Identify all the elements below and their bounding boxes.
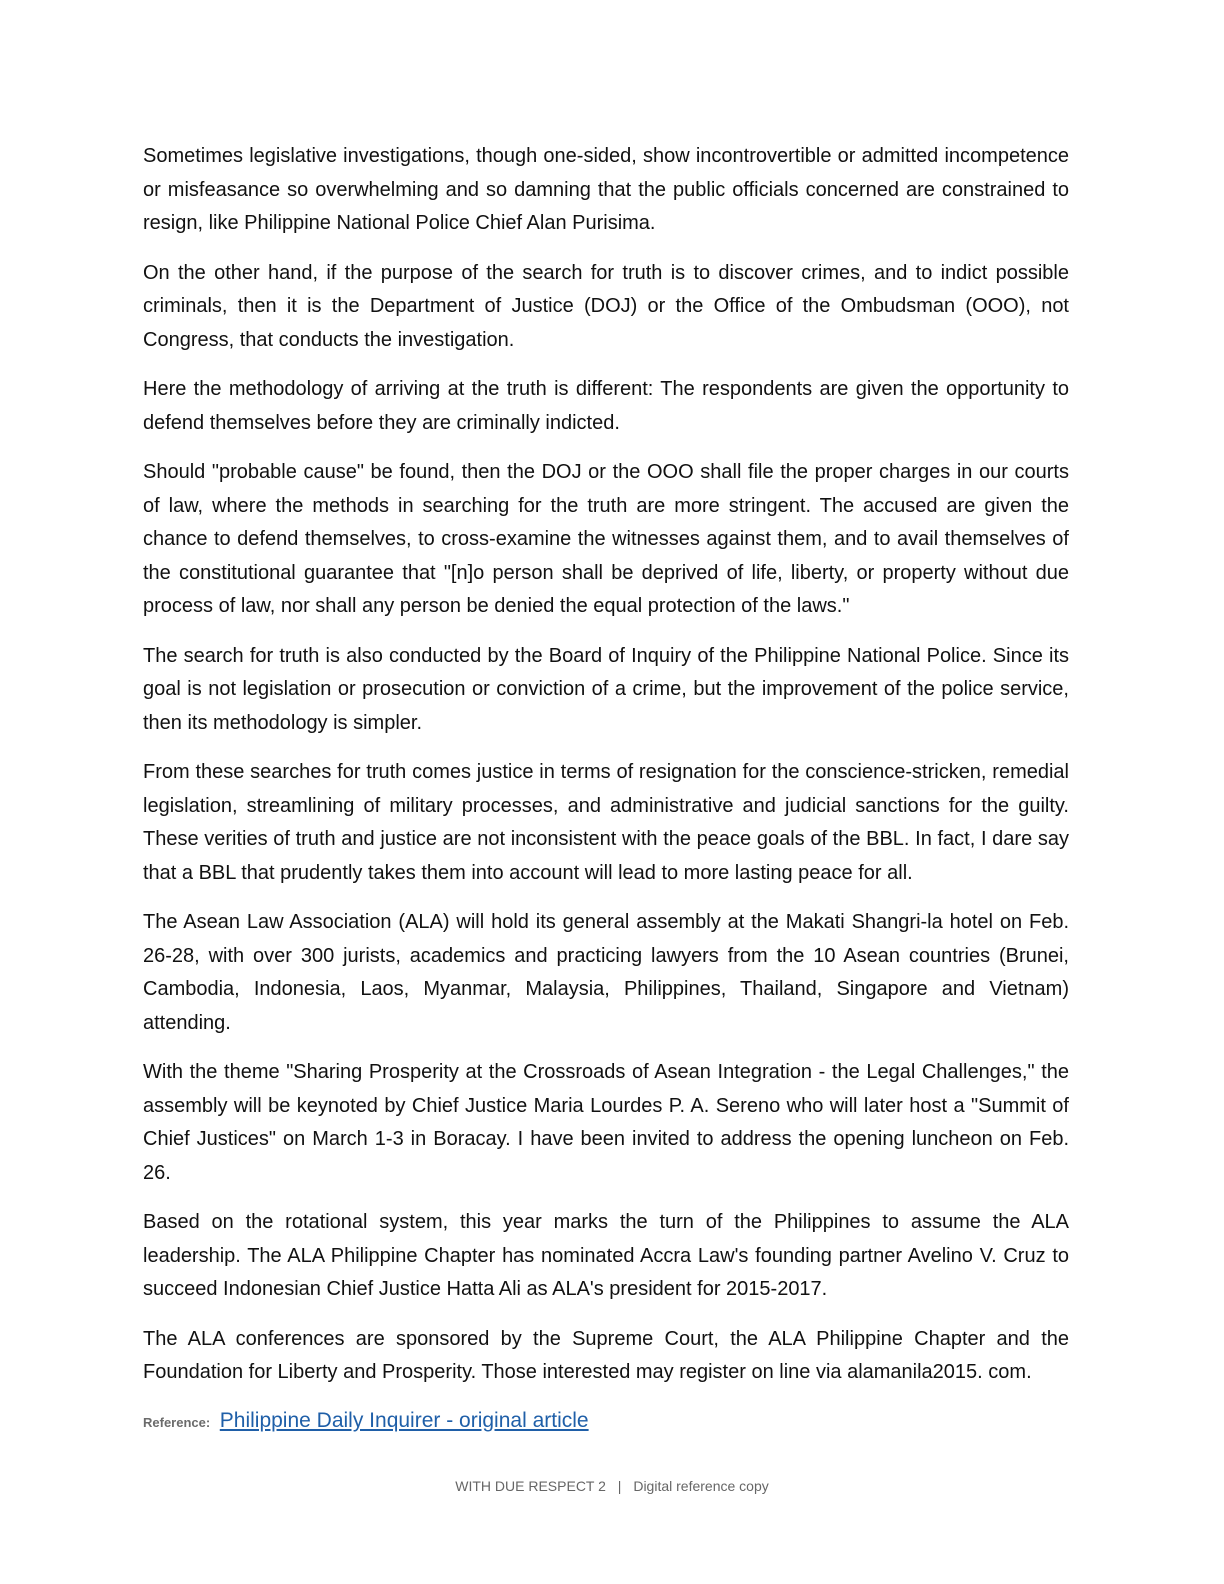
- paragraph-6: From these searches for truth comes justice in terms of resignation for the conscience-stricken, remedial legislation, streamlining of military processes, and administrative and judicial sanctions for the guilty. These verities of truth and justice are not inconsistent with the peace goals of the BBL. In fact, I dare say that a BBL that prudently takes them into account will lead to more lasting peace for all.: [143, 761, 1069, 884]
- paragraph-1: Sometimes legislative investigations, though one-sided, show incontrovertible or admitted incompetence or misfeasance so overwhelming and so damning that the public officials concerned are constrained to resign, like Philippine National Police Chief Alan Purisima.: [143, 145, 1069, 234]
- document-body: [143, 140, 1069, 1438]
- paragraph-4: Should "probable cause" be found, then the DOJ or the OOO shall file the proper charges in our courts of law, where the methods in searching for the truth are more stringent. The accused are given the chance to defend themselves, to cross-examine the witnesses against them, and to avail themselves of the constitutional guarantee that "[n]o person shall be deprived of life, liberty, or property without due process of law, nor shall any person be denied the equal protection of the laws.": [143, 461, 1069, 617]
- reference-link[interactable]: Philippine Daily Inquirer - original article: [219, 1408, 589, 1432]
- paragraph-7: The Asean Law Association (ALA) will hold its general assembly at the Makati Shangri-la hotel on Feb. 26-28, with over 300 jurists, academics and practicing lawyers from the 10 Asean countries (Brunei, Cambodia, Indonesia, Laos, Myanmar, Malaysia, Philippines, Thailand, Singapore and Vietnam) attending.: [143, 911, 1069, 1034]
- paragraph-10: The ALA conferences are sponsored by the Supreme Court, the ALA Philippine Chapter and the Foundation for Liberty and Prosperity. Those interested may register on line via alamanila2015. com.: [143, 1327, 1069, 1383]
- reference-label: Reference:: [143, 1414, 211, 1430]
- reference-line: [143, 1406, 1069, 1438]
- footer-title: WITH DUE RESPECT 2: [455, 1478, 606, 1494]
- paragraph-2: On the other hand, if the purpose of the search for truth is to discover crimes, and to indict possible criminals, then it is the Department of Justice (DOJ) or the Office of the Ombudsman (OOO), not Congress, that conducts the investigation.: [143, 261, 1069, 351]
- page-footer: [0, 1478, 1224, 1494]
- paragraph-5: The search for truth is also conducted by the Board of Inquiry of the Philippine National Police. Since its goal is not legislation or prosecution or conviction of a crime, but the improvement of the police service, then its methodology is simpler.: [143, 644, 1069, 734]
- footer-separator: |: [617, 1478, 622, 1494]
- footer-note: Digital reference copy: [633, 1478, 769, 1494]
- paragraph-9: Based on the rotational system, this year marks the turn of the Philippines to assume the ALA leadership. The ALA Philippine Chapter has nominated Accra Law's founding partner Avelino V. Cruz to succeed Indonesian Chief Justice Hatta Ali as ALA's president for 2015-2017.: [143, 1211, 1069, 1300]
- paragraph-3: Here the methodology of arriving at the truth is different: The respondents are given the opportunity to defend themselves before they are criminally indicted.: [143, 378, 1069, 434]
- paragraph-8: With the theme "Sharing Prosperity at the Crossroads of Asean Integration - the Legal Challenges," the assembly will be keynoted by Chief Justice Maria Lourdes P. A. Sereno who will later host a "Summit of Chief Justices" on March 1-3 in Boracay. I have been invited to address the opening luncheon on Feb. 26.: [143, 1061, 1069, 1184]
